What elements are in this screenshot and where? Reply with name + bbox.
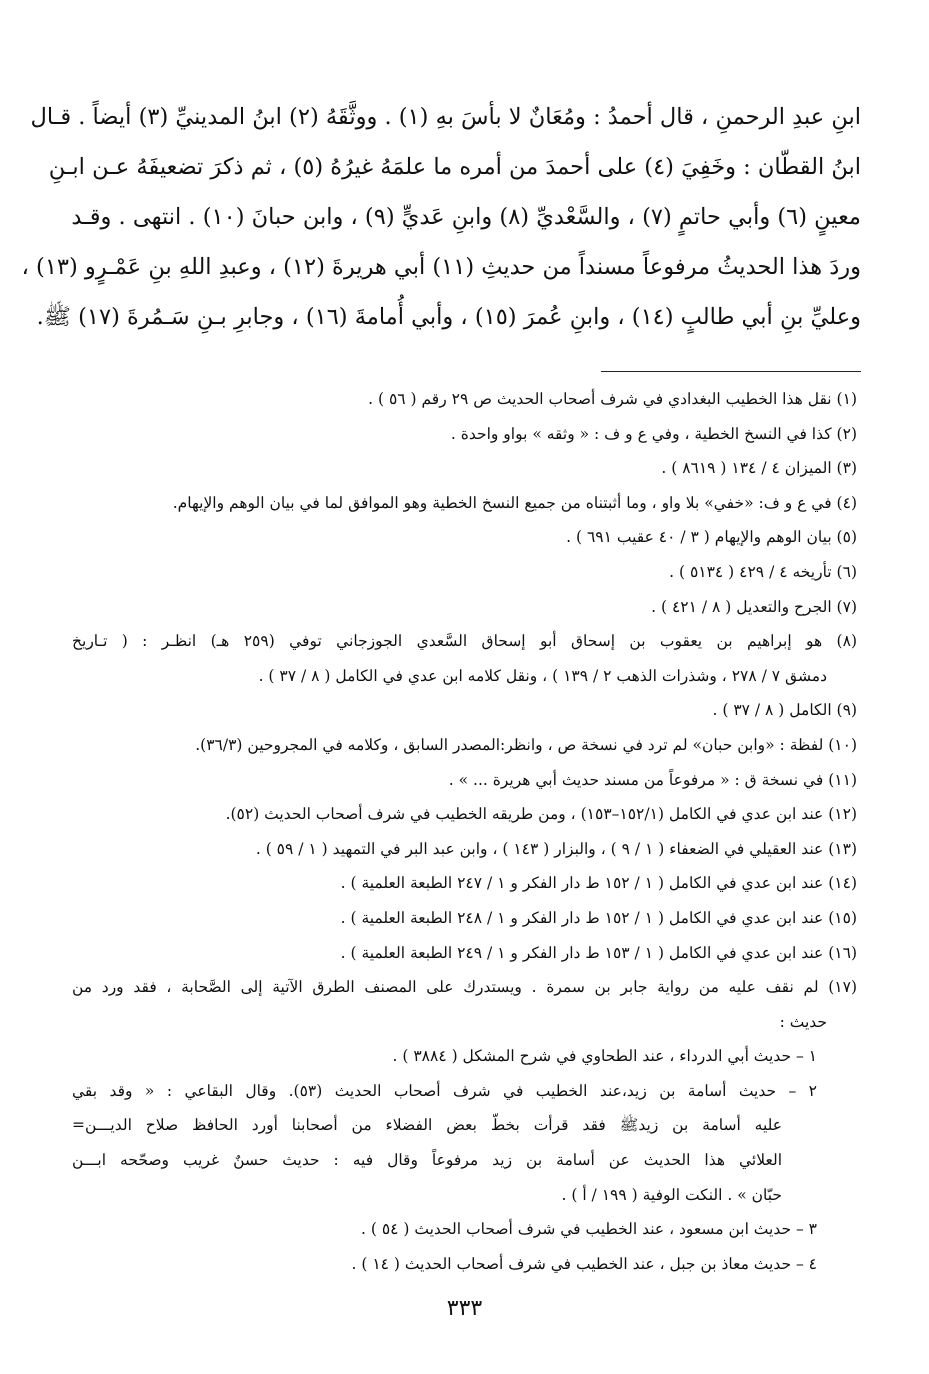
footnote-line: ٢ – حديث أسامة بن زيد،عند الخطيب في شرف أصحاب الحديث (٥٣). وقال البقاعي : « وقد بقي	[72, 1081, 817, 1100]
page-number: ٣٣٣	[446, 1296, 483, 1321]
footnote-line: دمشق ٧ / ٢٧٨ ، وشذرات الذهب ٢ / ١٣٩ ) ، ونقل كلامه ابن عدي في الكامل ( ٨ / ٣٧ ) .	[258, 666, 827, 685]
main-text-line: معينٍ (٦) وأبي حاتمٍ (٧) ، والسَّعْديِّ (٨) وابنِ عَديٍّ (٩) ، وابن حبانَ (١٠) . انتهى . وقـد	[71, 204, 861, 230]
footnote-line: (٤) في ع و ف: «خفي» بلا واو ، وما أثبتناه من جميع النسخ الخطية وهو الموافق لما في بيان الوهم والإيهام.	[172, 493, 857, 512]
main-text-line: ابنِ عبدِ الرحمنِ ، قال أحمدُ : ومُعَانٌ لا بأسَ بهِ (١) . ووثَّقَهُ (٢) ابنُ المدينيِّ (٣) أيضاً . قـال	[30, 104, 861, 130]
footnote-line: (١٥) عند ابن عدي في الكامل ( ١ / ١٥٢ ط دار الفكر و ١ / ٢٤٨ الطبعة العلمية ) .	[340, 908, 857, 927]
footnote-line: ١ – حديث أبي الدرداء ، عند الطحاوي في شرح المشكل ( ٣٨٨٤ ) .	[392, 1047, 817, 1066]
footnote-line: (١٠) لفظة : «وابن حبان» لم ترد في نسخة ص ، وانظر:المصدر السابق ، وكلامه في المجروحين (٣٦/٣).	[195, 735, 857, 754]
footnote-line: حبّان » . النكت الوفية ( ١٩٩ / أ ) .	[561, 1185, 782, 1204]
footnote-separator	[601, 371, 861, 372]
footnote-line: ٣ – حديث ابن مسعود ، عند الخطيب في شرف أصحاب الحديث ( ٥٤ ) .	[361, 1220, 817, 1239]
footnote-line: (١) نقل هذا الخطيب البغدادي في شرف أصحاب الحديث ص ٢٩ رقم ( ٥٦ ) .	[368, 390, 857, 408]
footnote-line: (٨) هو إبراهيم بن يعقوب بن إسحاق أبو إسحاق السَّعدي الجوزجاني توفي (٢٥٩ هـ) انظـر : ( تـاريخ	[72, 632, 857, 651]
footnotes	[72, 382, 857, 1281]
footnote-line: حديث :	[779, 1012, 827, 1031]
footnote-line: (٢) كذا في النسخ الخطية ، وفي ع و ف : « وثقه » بواو واحدة .	[450, 424, 857, 443]
footnote-line: (١٣) عند العقيلي في الضعفاء ( ١ / ٩ ) ، والبزار ( ١٤٣ ) ، وابن عبد البر في التمهيد ( ١ / ٥٩ ) .	[255, 839, 857, 858]
footnote-line: (٦) تأريخه ٤ / ٤٢٩ ( ٥١٣٤ ) .	[669, 562, 857, 581]
footnote-line: (٧) الجرح والتعديل ( ٨ / ٤٢١ ) .	[651, 597, 857, 616]
main-text-line: وردَ هذا الحديثُ مرفوعاً مسنداً من حديثِ (١١) أبي هريرةَ (١٢) ، وعبدِ اللهِ بنِ عَمْـرٍو (١٣) ،	[21, 254, 861, 280]
footnote-line: (١٦) عند ابن عدي في الكامل ( ١ / ١٥٣ ط دار الفكر و ١ / ٢٤٩ الطبعة العلمية ) .	[340, 943, 857, 962]
footnote-line: (١٢) عند ابن عدي في الكامل (١٥٢/١–١٥٣) ، ومن طريقه الخطيب في شرف أصحاب الحديث (٥٢).	[225, 805, 857, 824]
footnote-line: (١٤) عند ابن عدي في الكامل ( ١ / ١٥٢ ط دار الفكر و ١ / ٢٤٧ الطبعة العلمية ) .	[340, 874, 857, 893]
footnote-line: (٣) الميزان ٤ / ١٣٤ ( ٨٦١٩ ) .	[661, 459, 857, 478]
footnote-line: (٩) الكامل ( ٨ / ٣٧ ) .	[712, 701, 857, 720]
footnote-line: (١٧) لم نقف عليه من رواية جابر بن سمرة . ويستدرك على المصنف الطرق الآتية إلى الصَّحابة ، فقد ورد من	[72, 978, 857, 997]
footnote-line: (٥) بيان الوهم والإيهام ( ٣ / ٤٠ عقيب ٦٩١ ) .	[566, 528, 857, 547]
main-text	[21, 92, 861, 342]
footnote-line: عليه أسامة بن زيدﷺ فقد قرأت بخطّ بعض الفضلاء من أصحابنا أورد الحافظ صلاح الديـــن=	[72, 1116, 782, 1135]
footnote-line: ٤ – حديث معاذ بن جبل ، عند الخطيب في شرف أصحاب الحديث ( ١٤ ) .	[351, 1254, 817, 1273]
main-text-line: وعليِّ بنِ أبي طالبٍ (١٤) ، وابنِ عُمرَ (١٥) ، وأبي أُمامةَ (١٦) ، وجابرِ بـنِ سَـمُرةَ (١٧) ﷺ.	[36, 304, 861, 330]
footnote-line: (١١) في نسخة ق : « مرفوعاً من مسند حديث أبي هريرة ... » .	[448, 770, 857, 789]
main-text-line: ابنُ القطّان : وخَفِيَ (٤) على أحمدَ من أمره ما علمَهُ غيرُهُ (٥) ، ثم ذكرَ تضعيفَهُ عـن ابـنِ	[48, 154, 861, 180]
footnote-line: العلائي هذا الحديث عن أسامة بن زيد مرفوعاً وقال فيه : حديث حسنٌ غريب وصحّحه ابـــن	[72, 1151, 782, 1170]
